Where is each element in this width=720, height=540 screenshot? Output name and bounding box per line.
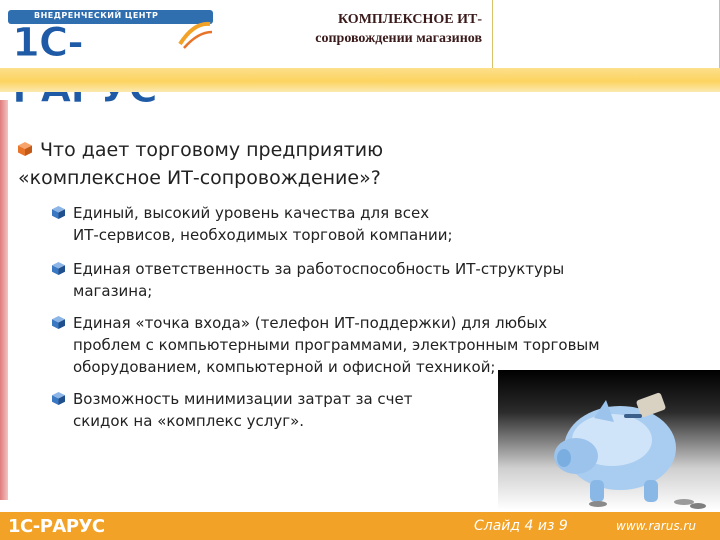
logo-badge-text: ВНЕДРЕНЧЕСКИЙ ЦЕНТР: [34, 11, 159, 20]
list-item-line: проблем с компьютерными программами, электронным торговым: [73, 336, 600, 354]
piggy-bank-icon: [498, 370, 720, 510]
logo-wordmark: 1С-: [12, 20, 83, 66]
list-item: [52, 258, 564, 302]
list-item: [52, 202, 453, 246]
list-item: [52, 312, 600, 378]
title-line-1: КОМПЛЕКСНОЕ ИТ-: [338, 12, 482, 27]
question-line-2: «комплексное ИТ-сопровождение»?: [18, 167, 381, 189]
list-item-line: скидок на «комплекс услуг».: [73, 412, 305, 430]
list-item: [52, 388, 413, 432]
slide-counter: Слайд 4 из 9: [474, 518, 568, 534]
slide-header: [0, 0, 720, 68]
list-item-line: Единая ответственность за работоспособность ИТ-структуры: [73, 260, 565, 278]
slide-footer: [0, 512, 720, 540]
company-logo: [8, 10, 213, 66]
cube-bullet-icon: [52, 392, 65, 405]
list-item-line: Единая «точка входа» (телефон ИТ-поддержки) для любых: [73, 314, 548, 332]
list-item-line: магазина;: [73, 282, 153, 300]
cube-bullet-icon: [52, 316, 65, 329]
footer-logo: 1С-РАРУС: [8, 516, 105, 537]
logo-swirl-icon: [176, 18, 214, 50]
question-line-1: Что дает торговому предприятию: [40, 139, 384, 161]
list-item-line: оборудованием, компьютерной и офисной техникой;: [73, 358, 496, 376]
cube-bullet-icon: [52, 206, 65, 219]
list-item-line: Единый, высокий уровень качества для всех: [73, 204, 430, 222]
list-item-line: Возможность минимизации затрат за счет: [73, 390, 413, 408]
list-item-line: ИТ-сервисов, необходимых торговой компании;: [73, 226, 453, 244]
header-frame: [492, 0, 720, 69]
cube-bullet-icon: [52, 262, 65, 275]
main-question: [18, 136, 478, 192]
title-line-2: сопровождении магазинов: [315, 31, 482, 46]
slide-title: [220, 10, 482, 48]
piggy-bank-image: [498, 370, 720, 510]
yellow-band: [0, 68, 720, 92]
footer-url[interactable]: www.rarus.ru: [616, 519, 696, 533]
left-accent-bar: [0, 100, 8, 500]
